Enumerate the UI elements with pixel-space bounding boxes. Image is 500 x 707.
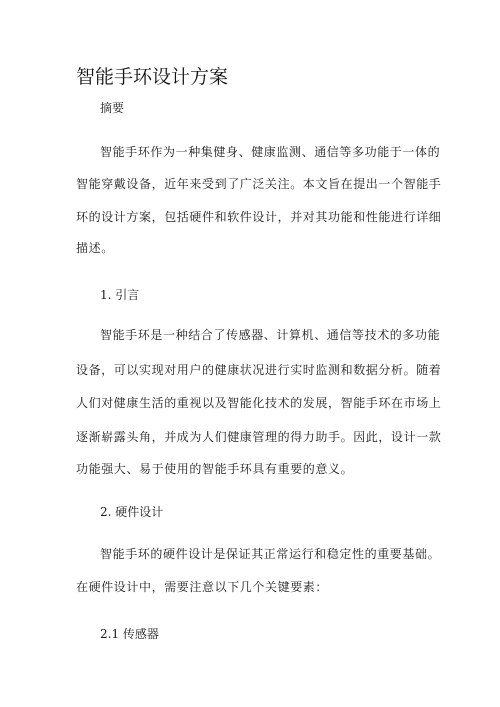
document-title: 智能手环设计方案 — [76, 66, 229, 88]
section-1-heading: 1. 引言 — [100, 288, 140, 302]
paragraph-line: 智能手环的硬件设计是保证其正常运行和稳定性的重要基础。 — [100, 547, 441, 561]
paragraph-line: 人们对健康生活的重视以及智能化技术的发展，智能手环在市场上 — [76, 396, 442, 410]
paragraph-line: 设备，可以实现对用户的健康状况进行实时监测和数据分析。随着 — [76, 363, 442, 377]
paragraph-line: 功能强大、易于使用的智能手环具有重要的意义。 — [76, 462, 354, 476]
paragraph-line: 智能穿戴设备，近年来受到了广泛关注。本文旨在提出一个智能手 — [76, 177, 442, 191]
paragraph-line: 描述。 — [76, 241, 114, 255]
paragraph-line: 智能手环是一种结合了传感器、计算机、通信等技术的多功能 — [100, 328, 441, 342]
paragraph-line: 环的设计方案，包括硬件和软件设计，并对其功能和性能进行详细 — [76, 210, 442, 224]
abstract-heading: 摘要 — [100, 101, 125, 115]
paragraph-line: 逐渐崭露头角，并成为人们健康管理的得力助手。因此，设计一款 — [76, 430, 442, 444]
paragraph-line: 智能手环作为一种集健身、健康监测、通信等多功能于一体的 — [100, 145, 441, 159]
section-2-1-heading: 2.1 传感器 — [100, 627, 159, 641]
section-2-heading: 2. 硬件设计 — [100, 505, 164, 519]
paragraph-line: 在硬件设计中，需要注意以下几个关键要素： — [76, 580, 329, 594]
